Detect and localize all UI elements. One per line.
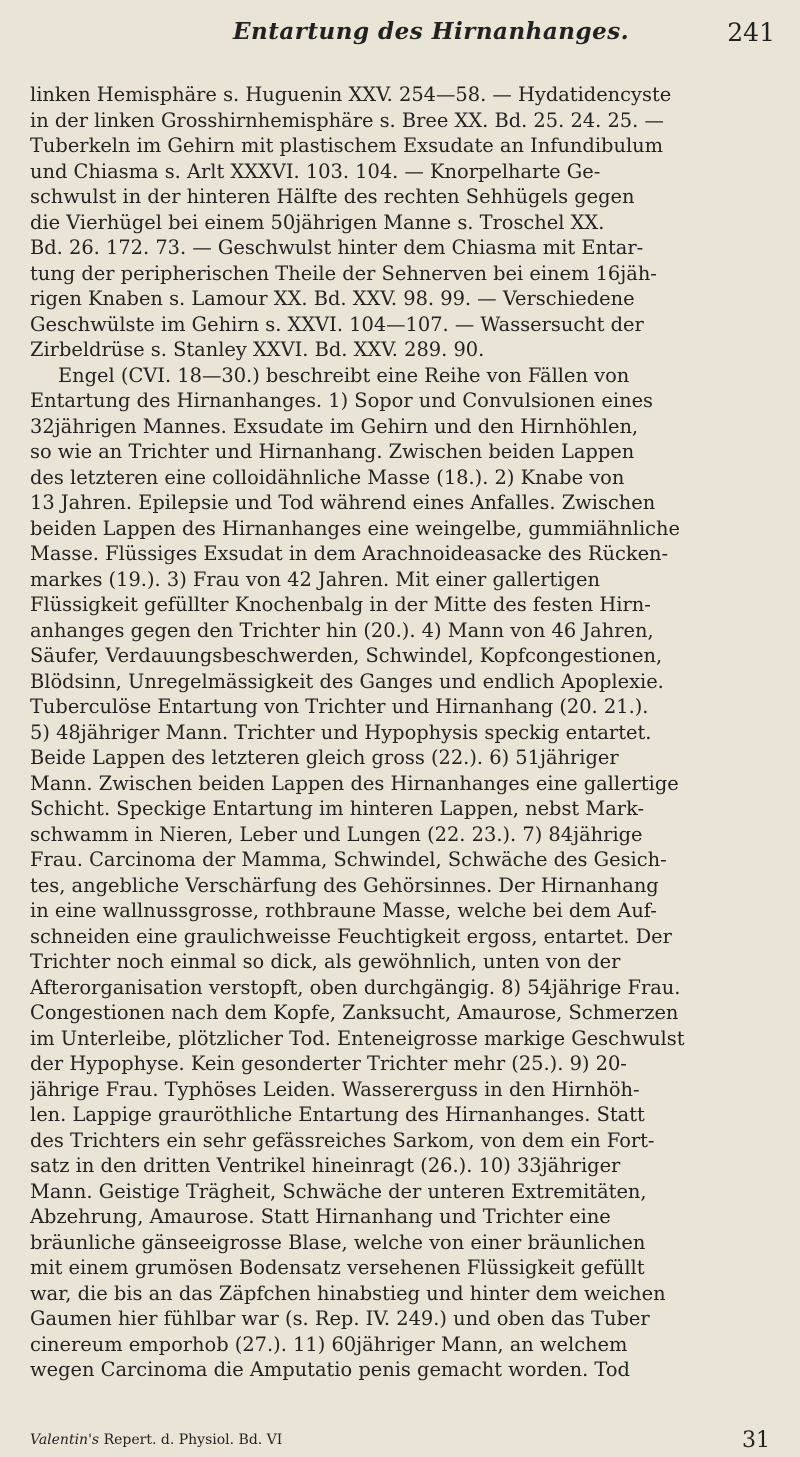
text-line (30, 184, 770, 210)
running-title: Entartung des Hirnanhanges. (233, 18, 630, 45)
text-line (30, 516, 770, 542)
text-line (30, 1000, 770, 1026)
text-line-content: Säufer, Verdauungsbeschwerden, Schwindel, Kopfcongestionen, (30, 644, 663, 667)
text-line-content: tung der peripherischen Theile der Sehnerven bei einem 16jäh- (30, 261, 657, 285)
text-line-content: die Vierhügel bei einem 50jährigen Manne s. Troschel XX. (30, 210, 605, 234)
text-line (30, 1077, 770, 1103)
text-line-content: war, die bis an das Zäpfchen hinabstieg und hinter dem weichen (30, 1281, 666, 1305)
text-line-content: Congestionen nach dem Kopfe, Zanksucht, Amaurose, Schmerzen (30, 1001, 679, 1024)
text-line-content: Bd. 26. 172. 73. — Geschwulst hinter dem Chiasma mit Entar- (30, 236, 644, 259)
running-head (0, 18, 800, 50)
text-line (30, 847, 770, 873)
text-line (30, 1153, 770, 1179)
text-line (30, 873, 770, 899)
text-line-content: linken Hemisphäre s. Huguenin XXV. 254—58. — Hydatidencyste (30, 83, 672, 106)
text-line (30, 592, 770, 618)
text-line (30, 771, 770, 797)
text-line-content: des Trichters ein sehr gefässreiches Sarkom, von dem ein Fort- (30, 1128, 655, 1152)
text-line-content: schwamm in Nieren, Leber und Lungen (22. 23.). 7) 84jährige (30, 822, 643, 846)
text-line-content: tes, angebliche Verschärfung des Gehörsinnes. Der Hirnanhang (30, 873, 659, 897)
text-line (30, 669, 770, 695)
text-line-content: schwulst in der hinteren Hälfte des rechten Sehhügels gegen (30, 185, 635, 208)
text-line-content: bräunliche gänseeigrosse Blase, welche von einer bräunlichen (30, 1230, 646, 1254)
text-line-content: in der linken Grosshirnhemisphäre s. Bree XX. Bd. 25. 24. 25. — (30, 108, 664, 132)
text-line-content: Frau. Carcinoma der Mamma, Schwindel, Schwäche des Gesich- (30, 848, 667, 871)
text-line-content: anhanges gegen den Trichter hin (20.). 4) Mann von 46 Jahren, (30, 618, 654, 642)
text-line-content: Tuberculöse Entartung von Trichter und Hirnanhang (20. 21.). (30, 695, 649, 718)
text-line (30, 541, 770, 567)
text-line-content: in eine wallnussgrosse, rothbraune Masse, welche bei dem Auf- (30, 899, 657, 922)
text-line (30, 796, 770, 822)
text-line-content: Masse. Flüssiges Exsudat in dem Arachnoideasacke des Rücken- (30, 542, 669, 565)
text-line-content: Mann. Zwischen beiden Lappen des Hirnanhanges eine gallertige (30, 771, 679, 795)
body-text (30, 82, 770, 1383)
text-line (30, 1255, 770, 1281)
footer-author: Valentin's (30, 1432, 100, 1448)
text-line-content: Tuberkeln im Gehirn mit plastischem Exsudate an Infundibulum (30, 134, 664, 157)
text-line (30, 720, 770, 746)
text-line (30, 898, 770, 924)
footer-source (30, 1432, 282, 1448)
text-line (30, 490, 770, 516)
signature-mark: 31 (742, 1428, 770, 1453)
text-line (30, 1357, 770, 1383)
text-line (30, 439, 770, 465)
text-line-content: mit einem grumösen Bodensatz versehenen Flüssigkeit gefüllt (30, 1256, 645, 1279)
text-line (30, 210, 770, 236)
text-line (30, 286, 770, 312)
text-line (30, 1204, 770, 1230)
text-line-content: cinereum emporhob (27.). 11) 60jähriger Mann, an welchem (30, 1332, 628, 1356)
text-line (30, 133, 770, 159)
text-line-content: Engel (CVI. 18—30.) beschreibt eine Reihe von Fällen von (58, 363, 630, 387)
text-line (30, 1102, 770, 1128)
text-line-content: schneiden eine graulichweisse Feuchtigkeit ergoss, entartet. Der (30, 924, 672, 948)
text-line (30, 465, 770, 491)
text-line (30, 1306, 770, 1332)
text-line-content: und Chiasma s. Arlt XXXVI. 103. 104. — Knorpelharte Ge- (30, 159, 601, 183)
text-line (30, 618, 770, 644)
text-line (30, 1051, 770, 1077)
text-line (30, 159, 770, 185)
text-line-content: wegen Carcinoma die Amputatio penis gemacht worden. Tod (30, 1358, 630, 1381)
text-line-content: Entartung des Hirnanhanges. 1) Sopor und Convulsionen eines (30, 389, 654, 412)
text-line-content: rigen Knaben s. Lamour XX. Bd. XXV. 98. 99. — Verschiedene (30, 287, 635, 310)
text-line (30, 363, 770, 389)
text-line-content: Afterorganisation verstopft, oben durchgängig. 8) 54jährige Frau. (30, 975, 681, 999)
text-line (30, 261, 770, 287)
text-line (30, 975, 770, 1001)
text-line-content: len. Lappige grauröthliche Entartung des Hirnanhanges. Statt (30, 1103, 645, 1126)
text-line (30, 949, 770, 975)
text-line-content: Gaumen hier fühlbar war (s. Rep. IV. 249.) und oben das Tuber (30, 1307, 650, 1330)
text-line (30, 745, 770, 771)
text-line-content: so wie an Trichter und Hirnanhang. Zwischen beiden Lappen (30, 440, 635, 463)
text-line (30, 82, 770, 108)
text-line-content: der Hypophyse. Kein gesonderter Trichter mehr (25.). 9) 20- (30, 1052, 627, 1075)
text-line-content: beiden Lappen des Hirnanhanges eine weingelbe, gummiähnliche (30, 516, 680, 540)
text-line (30, 924, 770, 950)
text-line (30, 1230, 770, 1256)
text-line-content: im Unterleibe, plötzlicher Tod. Enteneigrosse markige Geschwulst (30, 1026, 685, 1050)
text-line (30, 388, 770, 414)
text-line-content: markes (19.). 3) Frau von 42 Jahren. Mit einer gallertigen (30, 567, 600, 591)
text-line-content: 13 Jahren. Epilepsie und Tod während eines Anfalles. Zwischen (30, 491, 656, 514)
text-line-content: Trichter noch einmal so dick, als gewöhnlich, unten von der (30, 950, 621, 973)
text-line-content: Abzehrung, Amaurose. Statt Hirnanhang und Trichter eine (30, 1205, 611, 1228)
text-line-content: Blödsinn, Unregelmässigkeit des Ganges und endlich Apoplexie. (30, 669, 664, 693)
page-number: 241 (727, 18, 775, 47)
text-line-content: Geschwülste im Gehirn s. XXVI. 104—107. — Wassersucht der (30, 312, 644, 336)
text-line-content: Flüssigkeit gefüllter Knochenbalg in der Mitte des festen Hirn- (30, 593, 651, 616)
text-line-content: 32jährigen Mannes. Exsudate im Gehirn und den Hirnhöhlen, (30, 414, 639, 438)
text-line-content: Beide Lappen des letzteren gleich gross (22.). 6) 51jähriger (30, 746, 619, 769)
text-line (30, 414, 770, 440)
text-line (30, 235, 770, 261)
text-line (30, 1026, 770, 1052)
text-line (30, 567, 770, 593)
text-line (30, 1128, 770, 1154)
text-line (30, 1179, 770, 1205)
page-footer (30, 1428, 770, 1454)
text-line-content: satz in den dritten Ventrikel hineinragt (26.). 10) 33jähriger (30, 1154, 621, 1177)
text-line-content: 5) 48jähriger Mann. Trichter und Hypophysis speckig entartet. (30, 720, 652, 744)
text-line (30, 337, 770, 363)
text-line-content: Schicht. Speckige Entartung im hinteren Lappen, nebst Mark- (30, 797, 645, 820)
text-line (30, 694, 770, 720)
text-line (30, 108, 770, 134)
text-line-content: Mann. Geistige Trägheit, Schwäche der unteren Extremitäten, (30, 1179, 647, 1203)
text-line (30, 643, 770, 669)
text-line-content: Zirbeldrüse s. Stanley XXVI. Bd. XXV. 289. 90. (30, 338, 485, 361)
footer-source-title: Repert. d. Physiol. Bd. VI (103, 1432, 283, 1448)
text-line (30, 822, 770, 848)
text-line-content: des letzteren eine colloidähnliche Masse (18.). 2) Knabe von (30, 465, 625, 489)
text-line (30, 1281, 770, 1307)
text-line-content: jährige Frau. Typhöses Leiden. Wassererguss in den Hirnhöh- (30, 1077, 640, 1101)
text-line (30, 1332, 770, 1358)
text-line (30, 312, 770, 338)
